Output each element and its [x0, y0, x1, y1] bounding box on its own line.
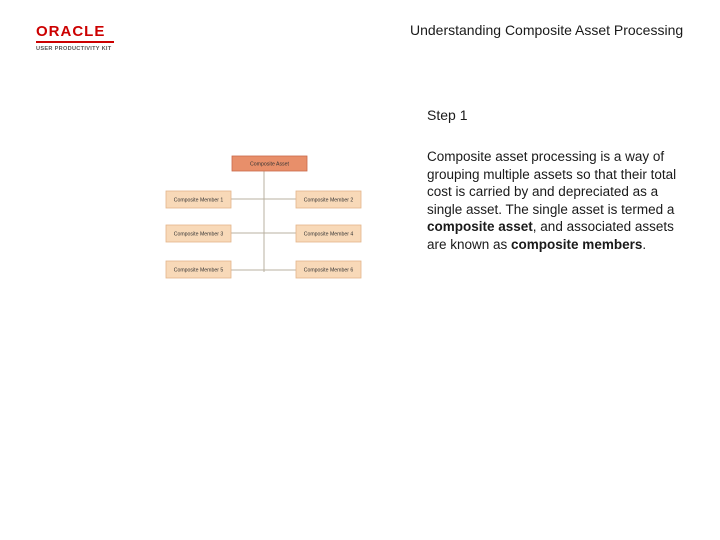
oracle-upk-logo — [36, 24, 128, 52]
root-label: Composite Asset — [250, 161, 289, 168]
member-label-5: Composite Member 5 — [173, 267, 224, 274]
member-label-3: Composite Member 3 — [173, 231, 224, 238]
step-label: Step 1 — [427, 107, 468, 123]
member-label-2: Composite Member 2 — [303, 197, 354, 204]
desc-term-composite-members: composite members — [511, 236, 643, 252]
step-description — [427, 148, 687, 253]
member-label-6: Composite Member 6 — [303, 267, 354, 274]
desc-text-1: Composite asset processing is a way of grouping multiple assets so that their total cost is carried by and depreciated as a single asset. The single asset is termed a — [427, 149, 677, 217]
logo-subtitle: USER PRODUCTIVITY KIT — [36, 46, 112, 52]
desc-term-composite-asset: composite asset — [427, 219, 533, 234]
member-label-4: Composite Member 4 — [303, 231, 354, 238]
composite-asset-diagram — [160, 148, 370, 288]
desc-text-3: . — [642, 236, 647, 252]
page-title: Understanding Composite Asset Processing — [410, 22, 684, 38]
logo-brand: ORACLE — [36, 23, 106, 40]
member-label-1: Composite Member 1 — [173, 197, 224, 204]
logo-divider — [36, 41, 114, 43]
desc-text-2: , and associated assets are known as — [427, 219, 674, 252]
